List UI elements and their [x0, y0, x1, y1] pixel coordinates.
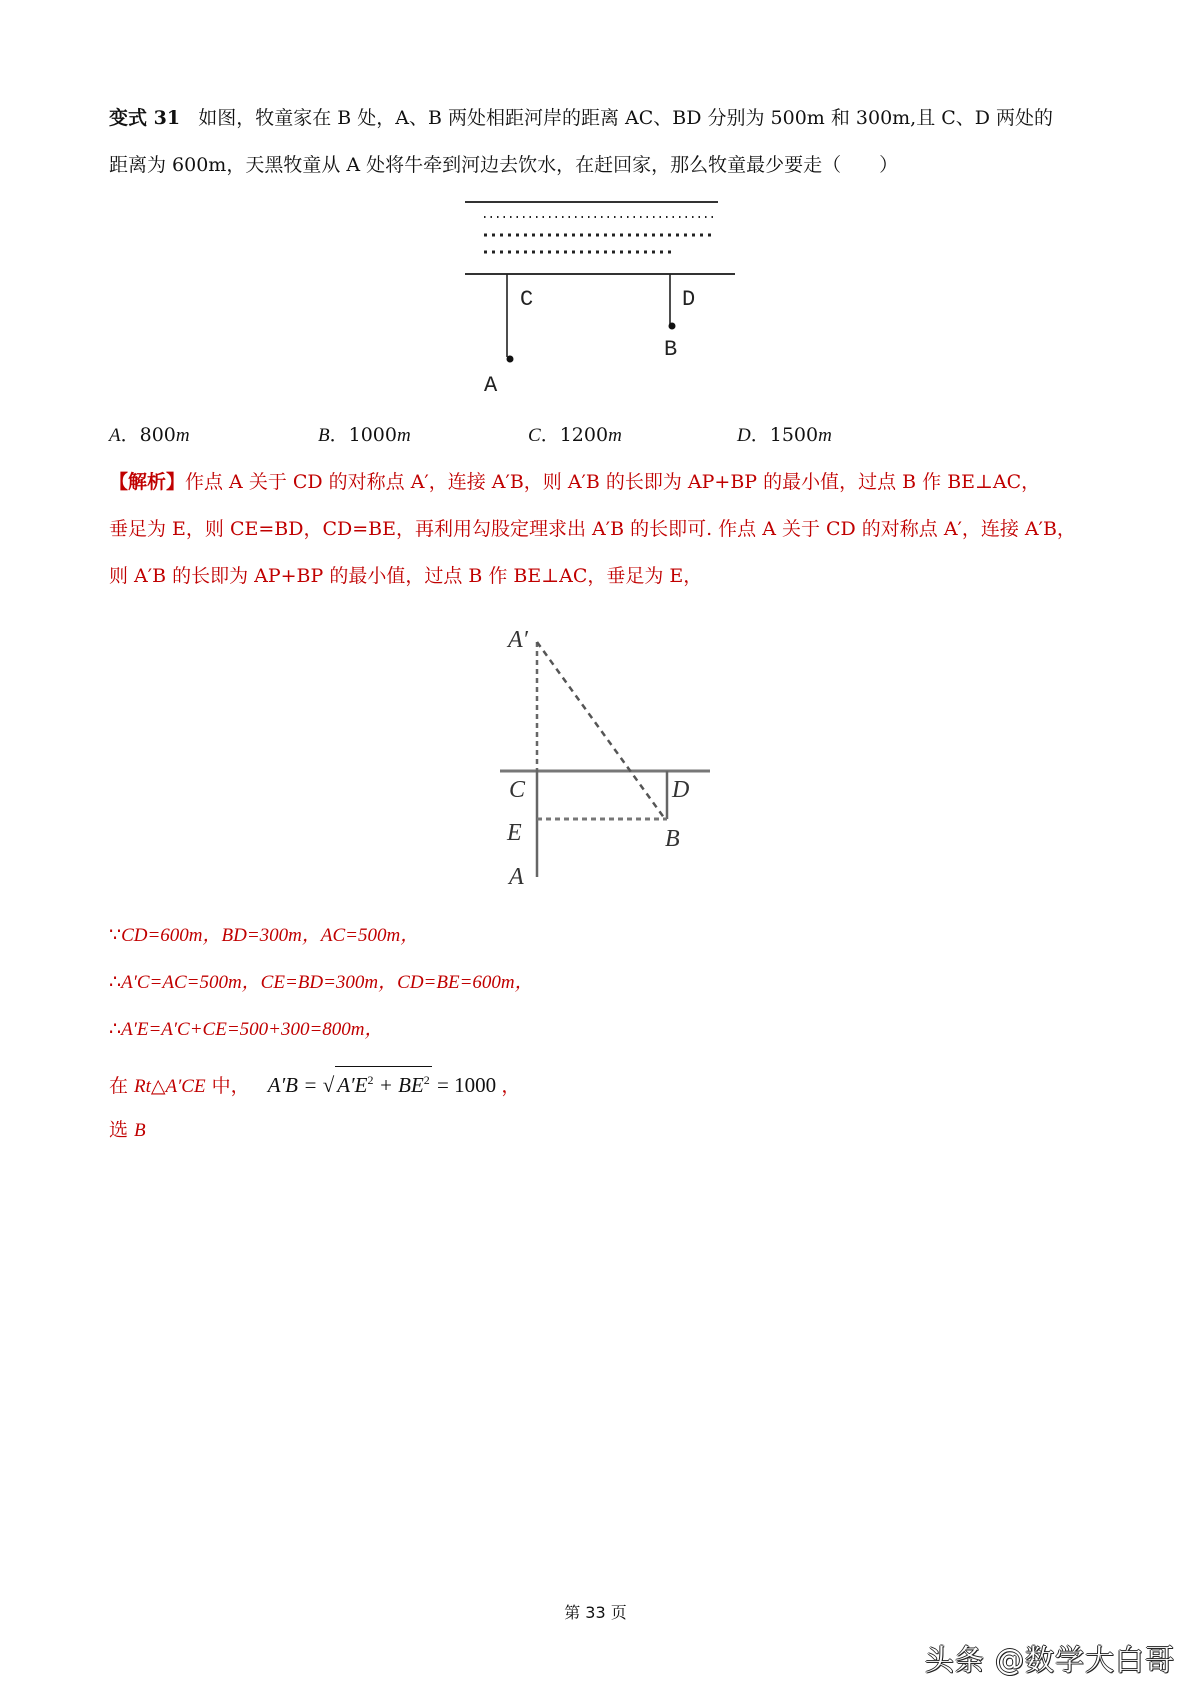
analysis-line-3	[109, 563, 702, 589]
sqrt-icon: √	[322, 1073, 335, 1097]
problem-label: 变式 31	[109, 107, 181, 129]
page-number: 第 33 页	[564, 1603, 627, 1622]
pythagorean-formula: A′B = √ $A'E^2 + BE^2 = 1000$	[268, 1073, 502, 1097]
therefore-symbol: ∴	[109, 971, 122, 993]
because-symbol: ∵	[109, 924, 122, 946]
step-2: ∴A′C=AC=500m，CE=BD=300m，CD=BE=600m，	[109, 971, 534, 993]
option-b: B．1000m	[318, 424, 411, 446]
analysis-line-1	[109, 469, 1040, 495]
step-4: 在 Rt△A′CE 中， A′B = √ $A'E^2 + BE^2 = 1000$ ，	[109, 1066, 520, 1100]
option-d: D．1500m	[737, 424, 832, 446]
label-A: A	[484, 373, 498, 398]
label-A2: A	[509, 864, 524, 890]
analysis-line-2	[109, 516, 1076, 542]
analysis-text-2: 垂足为 E，则 CE=BD，CD=BE，再利用勾股定理求出 A′B 的长即可. 作点 A 关于 CD 的对称点 A′，连接 A′B，	[109, 518, 1076, 540]
watermark: 头条 @数学大白哥	[924, 1643, 1175, 1677]
point-B	[669, 323, 676, 330]
river-diagram	[460, 195, 750, 410]
label-A-prime: A′	[508, 627, 528, 653]
label-B: B	[664, 337, 678, 362]
step-5: 选 B	[109, 1119, 146, 1141]
problem-line-2	[109, 152, 898, 178]
label-C: C	[520, 287, 534, 312]
label-D: D	[682, 287, 696, 312]
option-a: A．800m	[109, 424, 190, 446]
step-1: ∵CD=600m，BD=300m，AC=500m，	[109, 924, 420, 946]
segment-A-prime-B	[537, 642, 665, 819]
therefore-symbol: ∴	[109, 1018, 122, 1040]
analysis-text-3: 则 A′B 的长即为 AP+BP 的最小值，过点 B 作 BE⊥AC，垂足为 E，	[109, 565, 703, 587]
problem-text-1: 如图，牧童家在 B 处，A、B 两处相距河岸的距离 AC、BD 分别为 500m 和 300m,且 C、D 两处的	[198, 107, 1054, 129]
step-3: ∴A′E=A′C+CE=500+300=800m，	[109, 1018, 384, 1040]
problem-line-1	[109, 105, 1053, 131]
analysis-text-1: 作点 A 关于 CD 的对称点 A′，连接 A′B，则 A′B 的长即为 AP+BP 的最小值，过点 B 作 BE⊥AC，	[185, 471, 1041, 493]
problem-text-2: 距离为 600m，天黑牧童从 A 处将牛牵到河边去饮水，在赶回家，那么牧童最少要走（ ）	[109, 154, 899, 176]
label-C2: C	[509, 777, 526, 803]
label-B2: B	[665, 826, 680, 852]
label-D2: D	[672, 777, 690, 803]
option-c: C．1200m	[528, 424, 622, 446]
answer: B	[134, 1120, 146, 1141]
reflection-diagram	[495, 612, 720, 897]
label-E: E	[507, 820, 522, 846]
point-A	[507, 356, 514, 363]
analysis-tag: 【解析】	[109, 471, 186, 493]
